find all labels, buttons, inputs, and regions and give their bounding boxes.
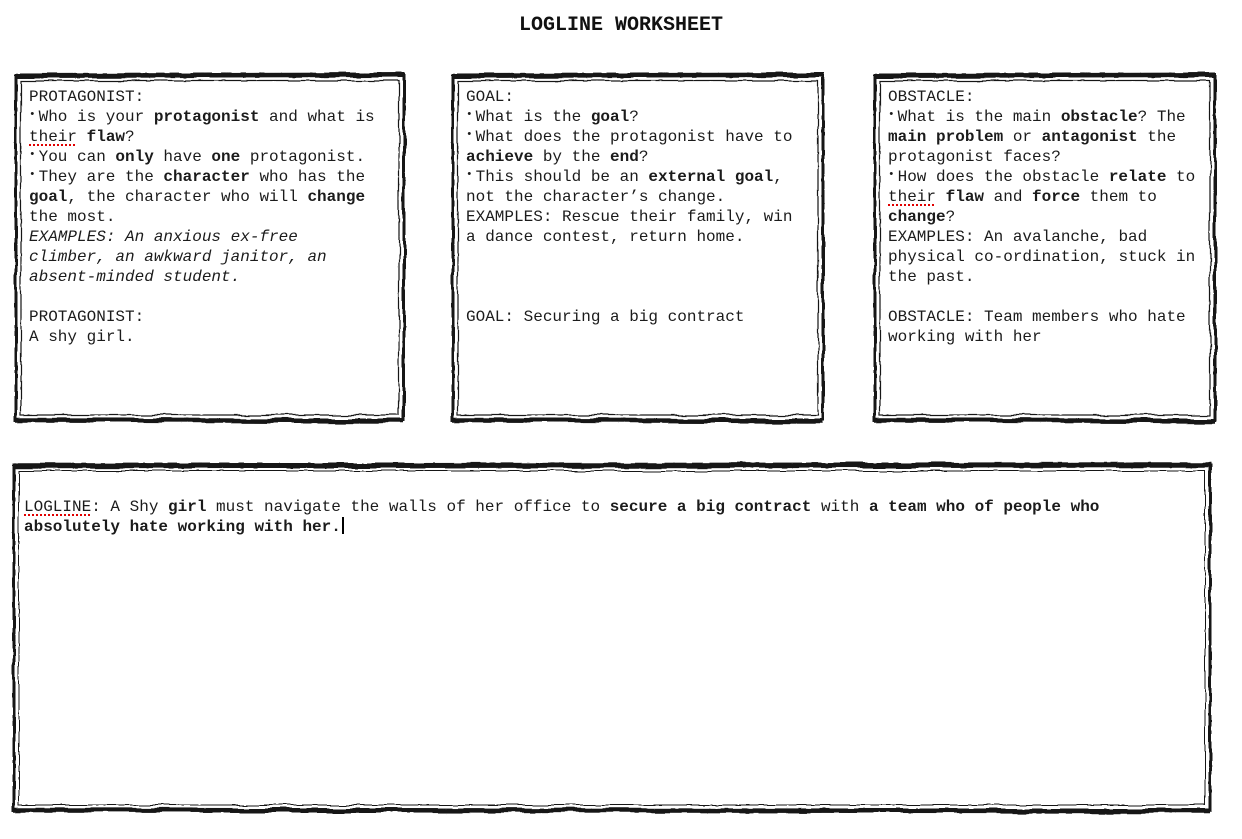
text-segment bbox=[77, 128, 87, 146]
text-segment: who has the bbox=[249, 168, 366, 186]
text-segment: absolutely hate working with her. bbox=[24, 518, 341, 536]
bullet-glyph: • bbox=[888, 109, 895, 121]
text-segment: flaw bbox=[86, 128, 126, 146]
text-segment: external goal bbox=[648, 168, 774, 186]
text-segment: EXAMPLES: An avalanche, bad bbox=[888, 228, 1148, 246]
text-line bbox=[466, 227, 819, 247]
bullet-glyph: • bbox=[29, 149, 36, 161]
text-line bbox=[29, 87, 400, 107]
text-segment: absent-minded student. bbox=[29, 268, 241, 286]
text-segment: achieve bbox=[466, 148, 534, 166]
text-segment: antagonist bbox=[1041, 128, 1138, 146]
text-segment: protagonist bbox=[153, 108, 260, 126]
text-line bbox=[888, 287, 1211, 307]
text-segment: by the bbox=[533, 148, 611, 166]
goal-box-content[interactable] bbox=[466, 87, 819, 327]
text-line bbox=[466, 147, 819, 167]
text-segment: OBSTACLE: bbox=[888, 88, 975, 106]
text-line bbox=[888, 147, 1211, 167]
text-line bbox=[24, 517, 1206, 537]
text-line bbox=[888, 267, 1211, 287]
text-segment: OBSTACLE: Team members who hate bbox=[888, 308, 1186, 326]
text-line bbox=[29, 227, 400, 247]
text-line bbox=[888, 307, 1211, 327]
protagonist-box bbox=[12, 71, 408, 426]
text-line bbox=[29, 287, 400, 307]
text-segment: This should be an bbox=[475, 168, 649, 186]
text-line bbox=[466, 267, 819, 287]
text-line bbox=[466, 127, 819, 147]
text-segment: GOAL: Securing a big contract bbox=[466, 308, 745, 326]
text-segment: goal bbox=[29, 188, 68, 206]
text-segment: They are the bbox=[38, 168, 164, 186]
text-line bbox=[466, 167, 819, 187]
goal-box bbox=[449, 71, 827, 426]
text-segment: , the character who will bbox=[67, 188, 308, 206]
bullet-glyph: • bbox=[29, 169, 36, 181]
text-segment: protagonist. bbox=[240, 148, 366, 166]
text-segment: the past. bbox=[888, 268, 975, 286]
text-segment: character bbox=[163, 168, 250, 186]
text-line bbox=[29, 267, 400, 287]
text-segment: change bbox=[888, 208, 946, 226]
text-segment: end bbox=[610, 148, 639, 166]
bullet-glyph: • bbox=[888, 169, 895, 181]
spellcheck-flagged-word: their bbox=[29, 128, 78, 146]
text-line bbox=[29, 147, 400, 167]
text-segment: and bbox=[984, 188, 1033, 206]
text-line bbox=[466, 307, 819, 327]
text-segment: physical co-ordination, stuck in bbox=[888, 248, 1196, 266]
text-line bbox=[466, 87, 819, 107]
spellcheck-flagged-word: their bbox=[888, 188, 937, 206]
text-line bbox=[29, 167, 400, 187]
text-segment: a dance contest, return home. bbox=[466, 228, 745, 246]
text-segment: not the character’s change. bbox=[466, 188, 726, 206]
text-segment: What is the main bbox=[897, 108, 1061, 126]
text-segment: How does the obstacle bbox=[897, 168, 1109, 186]
text-segment: main problem bbox=[888, 128, 1004, 146]
text-line bbox=[888, 87, 1211, 107]
text-segment: obstacle bbox=[1060, 108, 1138, 126]
text-segment: only bbox=[115, 148, 154, 166]
text-line bbox=[466, 247, 819, 267]
text-line bbox=[29, 327, 400, 347]
text-segment: EXAMPLES: Rescue their family, win bbox=[466, 208, 793, 226]
text-line bbox=[29, 107, 400, 127]
text-line bbox=[888, 247, 1211, 267]
text-segment: ? bbox=[125, 128, 135, 146]
protagonist-box-content[interactable] bbox=[29, 87, 400, 347]
text-segment: Who is your bbox=[38, 108, 154, 126]
obstacle-box-content[interactable] bbox=[888, 87, 1211, 347]
text-line bbox=[888, 227, 1211, 247]
text-segment: goal bbox=[590, 108, 630, 126]
text-segment: working with her bbox=[888, 328, 1042, 346]
bullet-glyph: • bbox=[29, 109, 36, 121]
text-segment: have bbox=[153, 148, 212, 166]
text-line bbox=[29, 187, 400, 207]
text-segment: A shy girl. bbox=[29, 328, 135, 346]
logline-box bbox=[10, 461, 1214, 816]
text-line bbox=[29, 247, 400, 267]
text-segment: PROTAGONIST: bbox=[29, 88, 145, 106]
text-line bbox=[29, 127, 400, 147]
text-segment: flaw bbox=[945, 188, 985, 206]
text-segment: one bbox=[211, 148, 241, 166]
text-segment: GOAL: bbox=[466, 88, 515, 106]
text-segment: ? bbox=[629, 108, 639, 126]
text-cursor bbox=[342, 517, 344, 534]
text-segment: What does the protagonist have to bbox=[475, 128, 793, 146]
text-segment: girl bbox=[168, 498, 207, 516]
text-segment: change bbox=[307, 188, 366, 206]
bullet-glyph: • bbox=[466, 169, 473, 181]
text-segment bbox=[936, 188, 946, 206]
text-segment: climber, an awkward janitor, an bbox=[29, 248, 327, 266]
text-segment: ? bbox=[945, 208, 956, 226]
logline-box-content[interactable] bbox=[24, 497, 1206, 537]
text-segment: and what is bbox=[259, 108, 375, 126]
text-segment: ? bbox=[638, 148, 649, 166]
obstacle-box bbox=[871, 71, 1219, 426]
text-segment: or bbox=[1003, 128, 1042, 146]
text-segment: to bbox=[1166, 168, 1196, 186]
text-segment: the bbox=[1137, 128, 1177, 146]
text-segment: must navigate the walls of her office to bbox=[206, 498, 610, 516]
text-line bbox=[888, 107, 1211, 127]
text-segment: ? The bbox=[1137, 108, 1186, 126]
text-line bbox=[466, 107, 819, 127]
text-line bbox=[888, 167, 1211, 187]
text-segment: secure a big contract bbox=[609, 498, 812, 516]
text-segment: the most. bbox=[29, 208, 116, 226]
text-segment: them to bbox=[1080, 188, 1157, 206]
text-segment: PROTAGONIST: bbox=[29, 308, 145, 326]
text-segment: EXAMPLES: An anxious ex-free bbox=[29, 228, 298, 246]
bullet-glyph: • bbox=[466, 129, 473, 141]
text-line bbox=[466, 287, 819, 307]
text-segment: , bbox=[773, 168, 783, 186]
text-line bbox=[29, 307, 400, 327]
text-segment: What is the bbox=[475, 108, 591, 126]
text-line bbox=[466, 207, 819, 227]
text-segment: force bbox=[1032, 188, 1081, 206]
text-line bbox=[888, 327, 1211, 347]
text-segment: You can bbox=[38, 148, 116, 166]
text-line bbox=[466, 187, 819, 207]
text-line bbox=[24, 497, 1206, 517]
text-segment: protagonist faces? bbox=[888, 148, 1061, 166]
page-title: LOGLINE WORKSHEET bbox=[518, 14, 724, 37]
text-line bbox=[888, 127, 1211, 147]
text-line bbox=[888, 207, 1211, 227]
text-line bbox=[29, 207, 400, 227]
text-segment: relate bbox=[1108, 168, 1167, 186]
text-segment: a team who of people who bbox=[868, 498, 1100, 516]
text-line bbox=[888, 187, 1211, 207]
bullet-glyph: • bbox=[466, 109, 473, 121]
spellcheck-flagged-word: LOGLINE bbox=[24, 498, 92, 516]
text-segment: with bbox=[811, 498, 869, 516]
text-segment: : A Shy bbox=[91, 498, 169, 516]
